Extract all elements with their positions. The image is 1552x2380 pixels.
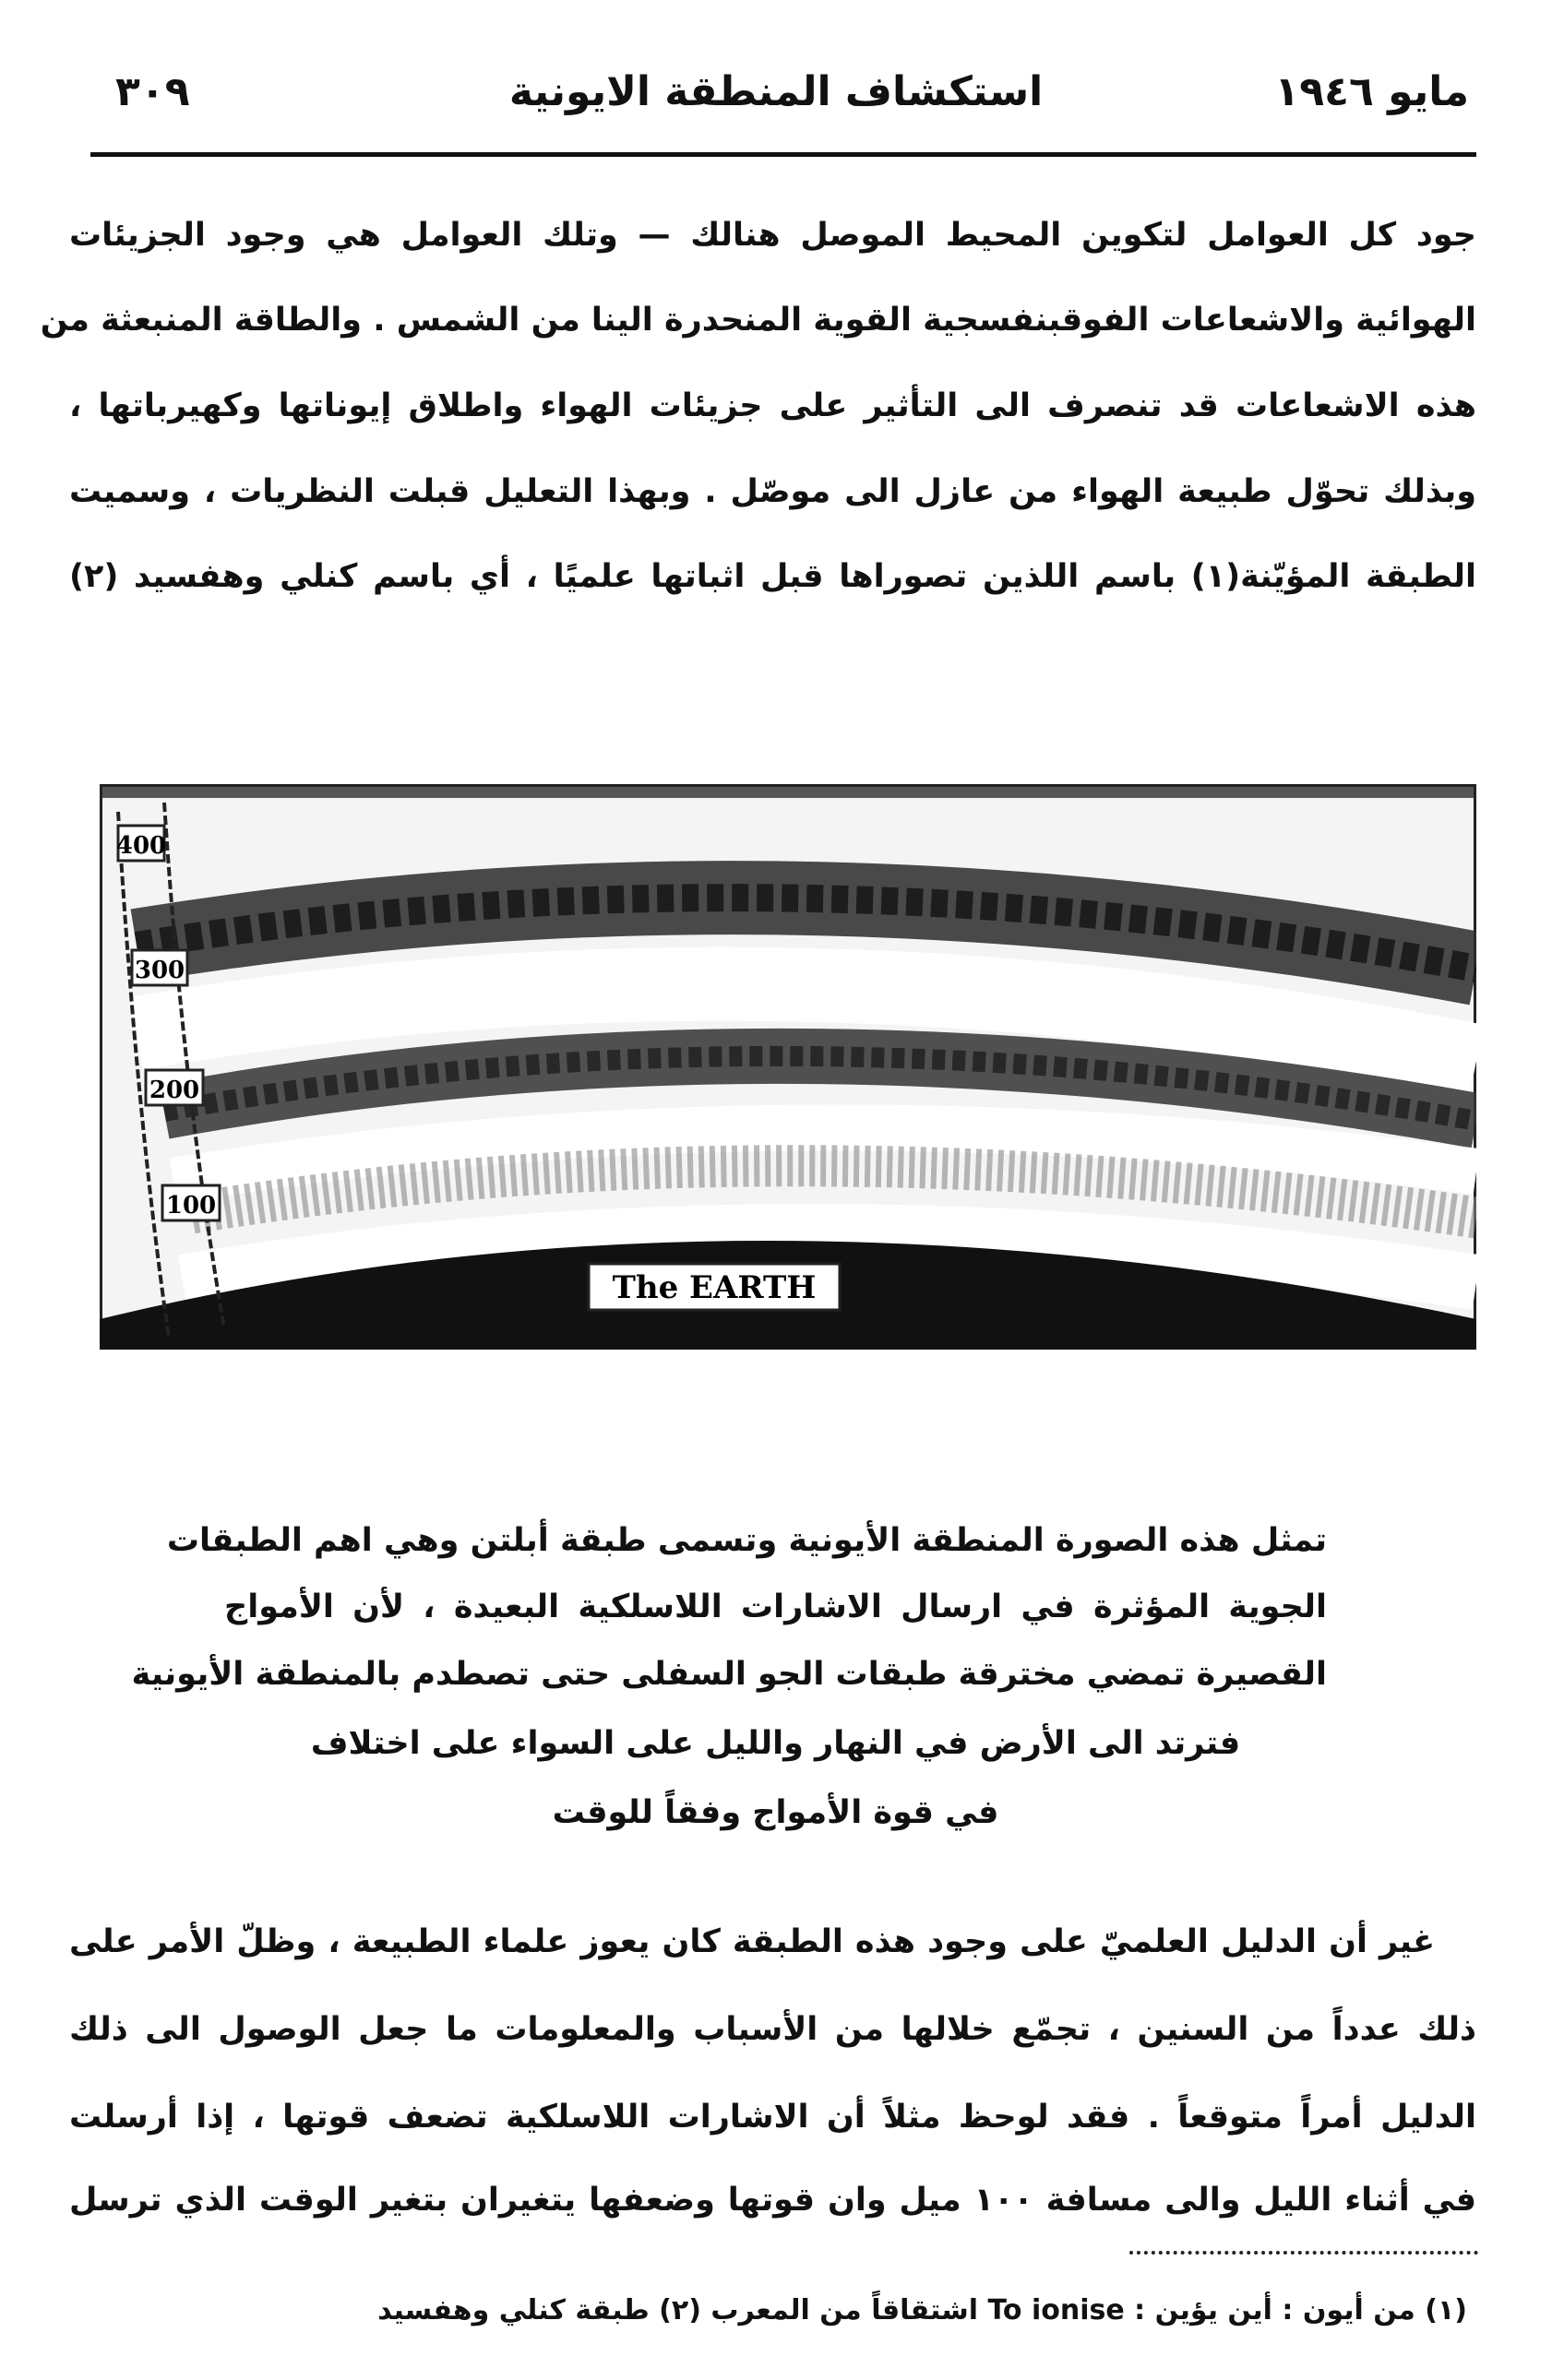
text-line: الدليل أمراً متوقعاً . فقد لوحظ مثلاً أن الاشارات اللاسلكية تضعف قوتها ، إذا أرسلت — [69, 2099, 1476, 2136]
text-line: وبذلك تحوّل طبيعة الهواء من عازل الى موصّل . وبهذا التعليل قبلت النظريات ، وسميت — [69, 473, 1476, 510]
text-line: في أثناء الليل والى مسافة ١٠٠ ميل وان قوتها وضعفها يتغيران بتغير الوقت الذي ترسل — [69, 2182, 1476, 2219]
header-rule — [90, 152, 1476, 157]
altitude-label-400 — [116, 826, 166, 861]
page-number: ٣٠٩ — [115, 68, 190, 115]
running-title: استكشاف المنطقة الايونية — [508, 68, 1044, 115]
text-line: هذه الاشعاعات قد تنصرف الى التأثير على جزيئات الهواء واطلاق إيوناتها وكهيرباتها ، — [69, 387, 1476, 424]
svg-text:300: 300 — [134, 957, 185, 984]
caption-line: في قوة الأمواج وفقاً للوقت — [552, 1794, 999, 1831]
header-date: مايو ١٩٤٦ — [1274, 68, 1469, 115]
caption-line: فترتد الى الأرض في النهار والليل على السواء على اختلاف — [310, 1725, 1241, 1762]
caption-line: الجوية المؤثرة في ارسال الاشارات اللاسلكية البعيدة ، لأن الأمواج — [224, 1589, 1327, 1625]
text-line: غير أن الدليل العلميّ على وجود هذه الطبقة كان يعوز علماء الطبيعة ، وظلّ الأمر على — [69, 1923, 1435, 1960]
text-line: ذلك عدداً من السنين ، تجمّع خلالها من الأسباب والمعلومات ما جعل الوصول الى ذلك — [69, 2011, 1476, 2048]
caption-line: تمثل هذه الصورة المنطقة الأيونية وتسمى طبقة أبلتن وهي اهم الطبقات — [166, 1522, 1327, 1559]
caption-line: القصيرة تمضي مخترقة طبقات الجو السفلى حتى تصطدم بالمنطقة الأيونية — [131, 1656, 1327, 1693]
svg-text:The EARTH: The EARTH — [612, 1269, 817, 1306]
ionosphere-illustration — [100, 784, 1476, 1350]
altitude-label-200 — [146, 1070, 203, 1105]
footnote: (١) من أيون : أين يؤين : To ionise اشتقاقاً من المعرب (٢) طبقة كنلي وهفسيد — [377, 2294, 1467, 2326]
text-line: الطبقة المؤيّنة(١) باسم اللذين تصوراها قبل اثباتها علميًا ، أي باسم كنلي وهفسيد (٢) — [69, 558, 1476, 595]
text-line: الهوائية والاشعاعات الفوقبنفسجية القوية المنحدرة الينا من الشمس . والطاقة المنبعثة من — [40, 302, 1476, 339]
text-line: جود كل العوامل لتكوين المحيط الموصل هنالك — وتلك العوامل هي وجود الجزيئات — [69, 217, 1476, 254]
svg-text:100: 100 — [165, 1192, 217, 1220]
svg-text:200: 200 — [149, 1077, 200, 1104]
earth-label — [589, 1264, 840, 1310]
altitude-label-300 — [132, 950, 187, 985]
altitude-label-100 — [162, 1185, 220, 1220]
ionosphere-figure — [100, 784, 1476, 1350]
svg-text:400: 400 — [115, 832, 167, 860]
footnote-rule — [1129, 2251, 1478, 2255]
figure-top-edge — [102, 787, 1474, 798]
